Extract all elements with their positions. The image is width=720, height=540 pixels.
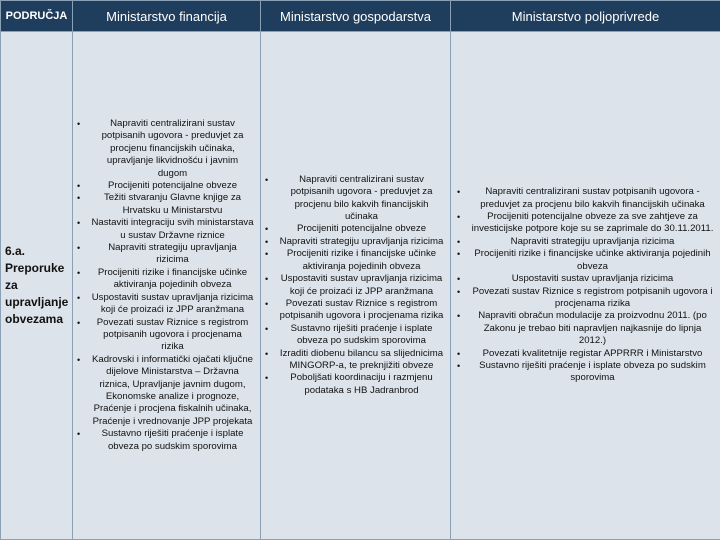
list-item [265,248,444,273]
list-item-text: Procijeniti rizike i financijske učinke aktiviranja pojedinih obveza [474,248,711,272]
bullet-icon: • [77,317,81,328]
list-item [265,323,444,348]
list-item-text: Sustavno riješiti praćenje i isplate obveza po sudskim sporovima [290,322,433,347]
list-item [457,236,714,248]
header-agriculture: Ministarstvo poljoprivrede [451,1,720,32]
bullet-icon: • [265,236,269,247]
list-item [457,273,714,285]
list-item-text: Napraviti strategiju upravljanja rizicima [510,235,675,247]
bullet-icon: • [265,348,269,359]
area-line: Preporuke [5,261,65,275]
bullet-icon: • [265,174,269,185]
list-item [265,273,444,298]
bullet-icon: • [457,274,461,285]
list-item-text: Procijeniti rizike i financijske učinke aktiviranja pojedinih obveza [286,248,437,272]
list-item-text: Procijeniti potencijalne obveze [107,180,238,192]
list-item-text: Uspostaviti sustav upravljanja rizicima [511,273,674,285]
list-item-text: Napraviti centralizirani sustav potpisanih ugovora - preduvjet za procjenu bilo kakvih financijskih učinaka [480,186,705,210]
area-line: 6.a. [5,244,26,258]
bullet-icon: • [265,249,269,260]
bullet-icon: • [77,292,81,303]
list-item [265,372,444,397]
bullet-icon: • [77,218,81,229]
list-item-text: Uspostaviti sustav upravljanja rizicima koji će proizaći iz JPP aranžmana [91,291,254,316]
list-item [265,223,444,235]
list-item-text: Procijeniti potencijalne obveze za sve zahtjeve za investicijske potpore koje su se zaprimale do 30.11.2011. [471,211,714,235]
list-item-text: Poboljšati koordinaciju i razmjenu podataka s HB Jadranbrod [290,372,433,396]
bullet-icon: • [77,267,81,278]
list-item [457,360,714,385]
area-line: obvezama [5,312,64,326]
bullet-icon: • [457,249,461,260]
list-item [265,174,444,224]
bullet-icon: • [265,224,269,235]
list-item-text: Sustavno riješiti praćenje i isplate obveza po sudskim sporovima [479,359,706,384]
list-item [77,317,254,354]
list-item [77,354,254,428]
list-item-text: Povezati sustav Riznice s registrom potpisanih ugovora i procjenama rizika [96,316,249,353]
list-item-text: Napraviti centralizirani sustav potpisanih ugovora - preduvjet za procjenu financijskih učinaka, upravljanje likvidnošću i javnim dugom [101,118,244,179]
list-item [77,428,254,453]
bullet-icon: • [77,193,81,204]
bullet-icon: • [265,323,269,334]
bullet-icon: • [457,360,461,371]
bullet-icon: • [265,373,269,384]
list-item [457,211,714,236]
header-finance: Ministarstvo financija [73,1,261,32]
finance-cell [73,32,261,540]
list-item [457,186,714,211]
bullet-icon: • [77,429,81,440]
bullet-icon: • [265,274,269,285]
list-item [457,286,714,311]
list-item-text: Izraditi diobenu bilancu sa slijednicima MINGORP-a, te preknjižiti obveze [279,347,444,371]
list-item [77,267,254,292]
list-item [77,180,254,192]
list-item [77,217,254,242]
header-economy: Ministarstvo gospodarstva [261,1,451,32]
area-cell [1,32,73,540]
area-line: za [5,278,18,292]
bullet-icon: • [77,354,81,365]
list-item-text: Napraviti strategiju upravljanja rizicima [279,235,444,247]
bullet-icon: • [77,181,81,192]
list-item [457,248,714,273]
bullet-icon: • [265,298,269,309]
bullet-icon: • [457,286,461,297]
list-item-text: Procijeniti potencijalne obveze [296,223,427,235]
agriculture-cell [451,32,720,540]
list-item [457,348,714,360]
list-item-text: Povezati sustav Riznice s registrom potpisanih ugovora i procjenama rizika [472,285,713,309]
list-item-text: Procijeniti rizike i financijske učinke aktiviranja pojedinih obveza [97,266,248,291]
list-item-text: Napraviti strategiju upravljanja rizicima [108,242,237,266]
list-item-text: Napraviti obračun modulacije za proizvodnu 2011. (po Zakonu je trebao biti napravljen najkasnije do lipnja 2012.) [478,310,707,347]
list-item [457,310,714,347]
list-item-text: Povezati sustav Riznice s registrom potpisanih ugovora i procjenama rizika [279,297,444,322]
bullet-icon: • [457,236,461,247]
list-item [77,192,254,217]
list-item-text: Težiti stvaranju Glavne knjige za Hrvatsku u Ministarstvu [103,192,242,216]
list-item [265,348,444,373]
area-line: upravljanje [5,295,69,309]
header-area: PODRUČJA [1,1,73,32]
list-item-text: Sustavno riješiti praćenje i isplate obveza po sudskim sporovima [101,428,244,452]
list-item [77,118,254,180]
economy-cell [261,32,451,540]
bullet-icon: • [457,187,461,198]
bullet-icon: • [77,119,81,130]
economy-list [261,174,450,397]
list-item [77,242,254,267]
list-item-text: Uspostaviti sustav upravljanja rizicima koji će proizaći iz JPP aranžmana [280,273,443,297]
finance-list [73,118,260,453]
bullet-icon: • [457,212,461,223]
list-item-text: Kadrovski i informatički ojačati ključne dijelove Ministarstva – Državna riznica, Upravljanje javnim dugom, Ekonomske analize i prognoze, Praćenje i procjena fiskalnih učinaka, Praćenje i vrednovanje JPP projekata [91,353,254,427]
list-item-text: Nastaviti integraciju svih ministarstava u sustav Državne riznice [91,217,254,241]
list-item [265,236,444,248]
list-item [265,298,444,323]
recommendations-row [1,32,720,540]
header-row [1,1,720,32]
agriculture-list [451,186,720,385]
bullet-icon: • [77,243,81,254]
bullet-icon: • [457,348,461,359]
list-item-text: Povezati kvalitetnije registar APPRRR i Ministarstvo [482,347,703,359]
bullet-icon: • [457,311,461,322]
list-item-text: Napraviti centralizirani sustav potpisanih ugovora - preduvjet za procjenu bilo kakvih financijskih učinaka [290,173,433,223]
list-item [77,292,254,317]
